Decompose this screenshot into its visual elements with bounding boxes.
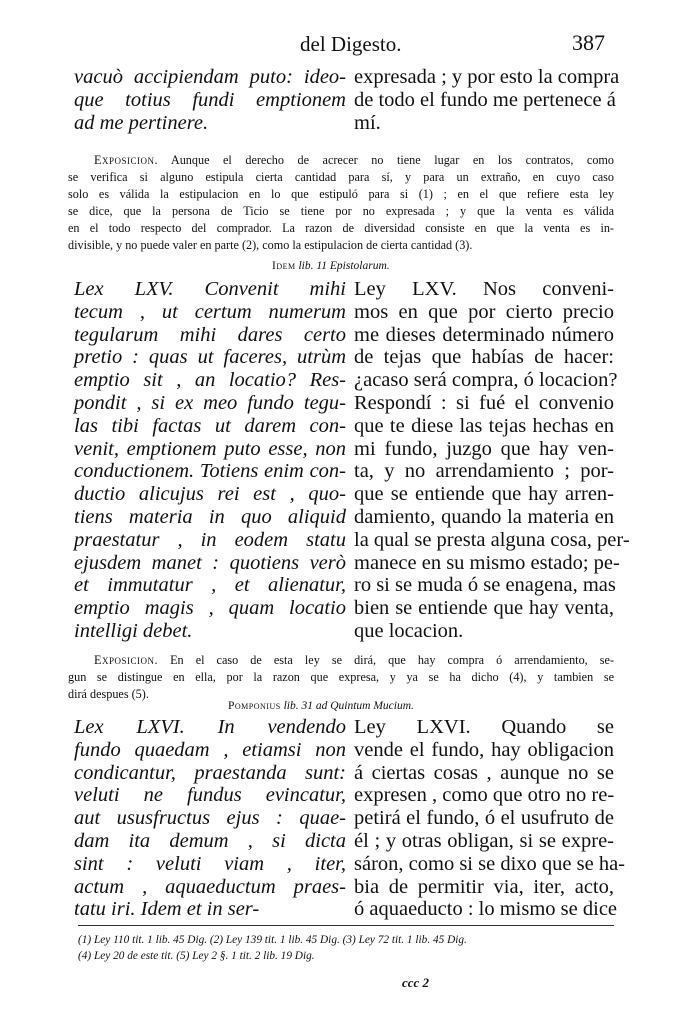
exposicion-text: se verifica si alguno estipula cierta cantidad para sí, y para un extraño, en cuyo caso: [68, 170, 614, 184]
text-line: [68, 652, 614, 669]
text-line: ductio alicujus rei est , quo-: [74, 483, 346, 506]
exposicion-text: en el todo respecto del comprador. La razon de diversidad consiste en que la venta es in-: [68, 221, 614, 235]
text-line: et immutatur , et alienatur,: [74, 574, 346, 597]
lex-66-spanish: [354, 716, 625, 921]
exposicion-text: En el caso de esta ley se dirá, que hay compra ó arrendamiento, se-: [170, 653, 614, 667]
exposicion-text: Aunque el derecho de acrecer no tiene lugar en los contratos, como: [170, 153, 615, 167]
signature-mark: ccc 2: [402, 975, 430, 990]
text-line: mi fundo, juzgo que hay ven-: [354, 437, 614, 460]
text-line: Lex LXVI. In vendendo: [74, 716, 346, 738]
text-line: Ley LXV. Nos conveni-: [354, 278, 614, 300]
header-title: del Digesto.: [300, 32, 402, 56]
text-line: ó aquaeducto : lo mismo se dice: [354, 898, 618, 921]
text-line: de tejas que habías de hacer:: [354, 346, 614, 369]
text-line: bien se entiende que hay venta,: [354, 597, 614, 620]
text-line: emptio sit , an locatio? Res-: [74, 369, 346, 392]
lex-65-latin: [74, 278, 346, 643]
text-line: ta, y no arrendamiento ; por-: [354, 460, 614, 483]
exposicion-label: Exposicion.: [94, 153, 158, 167]
text-line: tiens materia in quo aliquid: [74, 505, 346, 528]
text-line: emptio magis , quam locatio: [74, 597, 346, 620]
text-line: tegularum mihi dares certo: [74, 323, 346, 346]
text-line: que te diese las tejas hechas en: [354, 414, 614, 437]
text-line: [68, 203, 614, 220]
page-number: 387: [572, 30, 605, 55]
source-citation-1: [272, 260, 390, 272]
text-line: ro si se muda ó se enagena, mas: [354, 574, 616, 597]
text-line: que se entiende que hay arren-: [354, 483, 614, 506]
text-line: Lex LXV. Convenit mihi: [74, 278, 346, 300]
exposicion-text: divisible, y no puede valer en parte (2), como la estipulacion de cierta cantidad (3).: [68, 238, 473, 252]
text-line: Respondí : si fué el convenio: [354, 391, 614, 414]
text-line: bia de permitir via, iter, acto,: [354, 875, 614, 898]
footnote-rule: [78, 925, 614, 926]
text-line: expresen , como que otro no re-: [354, 784, 615, 807]
text-line: petirá el fundo, ó el usufruto de: [354, 807, 614, 830]
exposicion-paragraph-1: [68, 152, 614, 254]
source-author: Pomponius: [228, 700, 281, 712]
source-reference: lib. 11 Epistolarum.: [298, 260, 390, 272]
text-line: la qual se presta alguna cosa, per-: [354, 528, 630, 551]
text-line: sint : veluti viam , iter,: [74, 852, 346, 875]
text-line: [68, 220, 614, 237]
text-line: [68, 152, 614, 169]
text-line: intelligi debet.: [74, 619, 193, 642]
text-line: [68, 669, 614, 686]
text-line: expresada ; y por esto la compra: [354, 66, 620, 88]
text-line: que locacion.: [354, 619, 464, 642]
top-latin-column: [74, 66, 346, 134]
text-line: [68, 169, 614, 186]
text-line: [68, 186, 614, 203]
text-line: veluti ne fundus evincatur,: [74, 784, 346, 807]
lex-65-spanish: [354, 278, 630, 643]
text-line: él ; y otras obligan, si se expre-: [354, 829, 614, 852]
text-line: pondit , si ex meo fundo tegu-: [74, 391, 346, 414]
footnote-line: (1) Ley 110 tit. 1 lib. 45 Dig. (2) Ley 139 tit. 1 lib. 45 Dig. (3) Ley 72 tit. 1 lib. 45 Dig.: [78, 934, 467, 946]
source-author: Idem: [272, 260, 296, 272]
text-line: me dieses determinado número: [354, 323, 614, 346]
footnote-line: (4) Ley 20 de este tit. (5) Ley 2 §. 1 tit. 2 lib. 19 Dig.: [78, 950, 315, 962]
footnotes: [78, 932, 618, 964]
exposicion-text: gun se distingue en ella, por la razon que expresa, y ya se ha dicho (4), y tambien se: [68, 670, 614, 684]
text-line: [68, 237, 614, 254]
text-line: sáron, como si se dixo que se ha-: [354, 852, 625, 875]
text-line: á ciertas cosas , aunque no se: [354, 761, 614, 784]
exposicion-text: dirá despues (5).: [68, 687, 149, 701]
text-line: conductionem. Totiens enim con-: [74, 460, 346, 483]
text-line: aut ususfructus ejus : quae-: [74, 807, 346, 830]
text-line: vacuò accipiendam puto: ideo-: [74, 66, 346, 88]
text-line: actum , aquaeductum praes-: [74, 875, 346, 898]
exposicion-text: se dice, que la persona de Ticio se tiene por no expresada ; y que la venta es válida: [68, 204, 614, 218]
text-line: ad me pertinere.: [74, 111, 209, 134]
lex-66-latin: [74, 716, 346, 921]
text-line: condicantur, praestanda sunt:: [74, 761, 346, 784]
text-line: Ley LXVI. Quando se: [354, 716, 614, 738]
top-spanish-column: [354, 66, 620, 134]
text-line: ¿acaso será compra, ó locacion?: [354, 369, 618, 392]
text-line: vende el fundo, hay obligacion: [354, 738, 614, 761]
text-line: dam ita demum , si dicta: [74, 829, 346, 852]
text-line: praestatur , in eodem statu: [74, 528, 346, 551]
text-line: venit, emptionem puto esse, non: [74, 437, 346, 460]
text-line: mí.: [354, 111, 381, 134]
text-line: tatu iri. Idem et in ser-: [74, 898, 260, 921]
text-line: tecum , ut certum numerum: [74, 300, 346, 323]
text-line: pretio : quas ut faceres, utrùm: [74, 346, 346, 369]
text-line: que totius fundi emptionem: [74, 88, 346, 111]
text-line: damiento, quando la materia en: [354, 505, 614, 528]
text-line: mos en que por cierto precio: [354, 300, 614, 323]
text-line: fundo quaedam , etiamsi non: [74, 738, 346, 761]
text-line: ejusdem manet : quotiens verò: [74, 551, 346, 574]
source-reference: lib. 31 ad Quintum Mucium.: [283, 700, 414, 712]
source-citation-2: [228, 700, 414, 712]
text-line: las tibi factas ut darem con-: [74, 414, 346, 437]
exposicion-paragraph-2: [68, 652, 614, 703]
exposicion-label: Exposicion.: [94, 653, 158, 667]
text-line: de todo el fundo me pertenece á: [354, 88, 616, 111]
text-line: manece en su mismo estado; pe-: [354, 551, 620, 574]
exposicion-text: solo es válida la estipulacion en lo que estipuló para si (1) ; en el que refiere esta ley: [68, 187, 614, 201]
